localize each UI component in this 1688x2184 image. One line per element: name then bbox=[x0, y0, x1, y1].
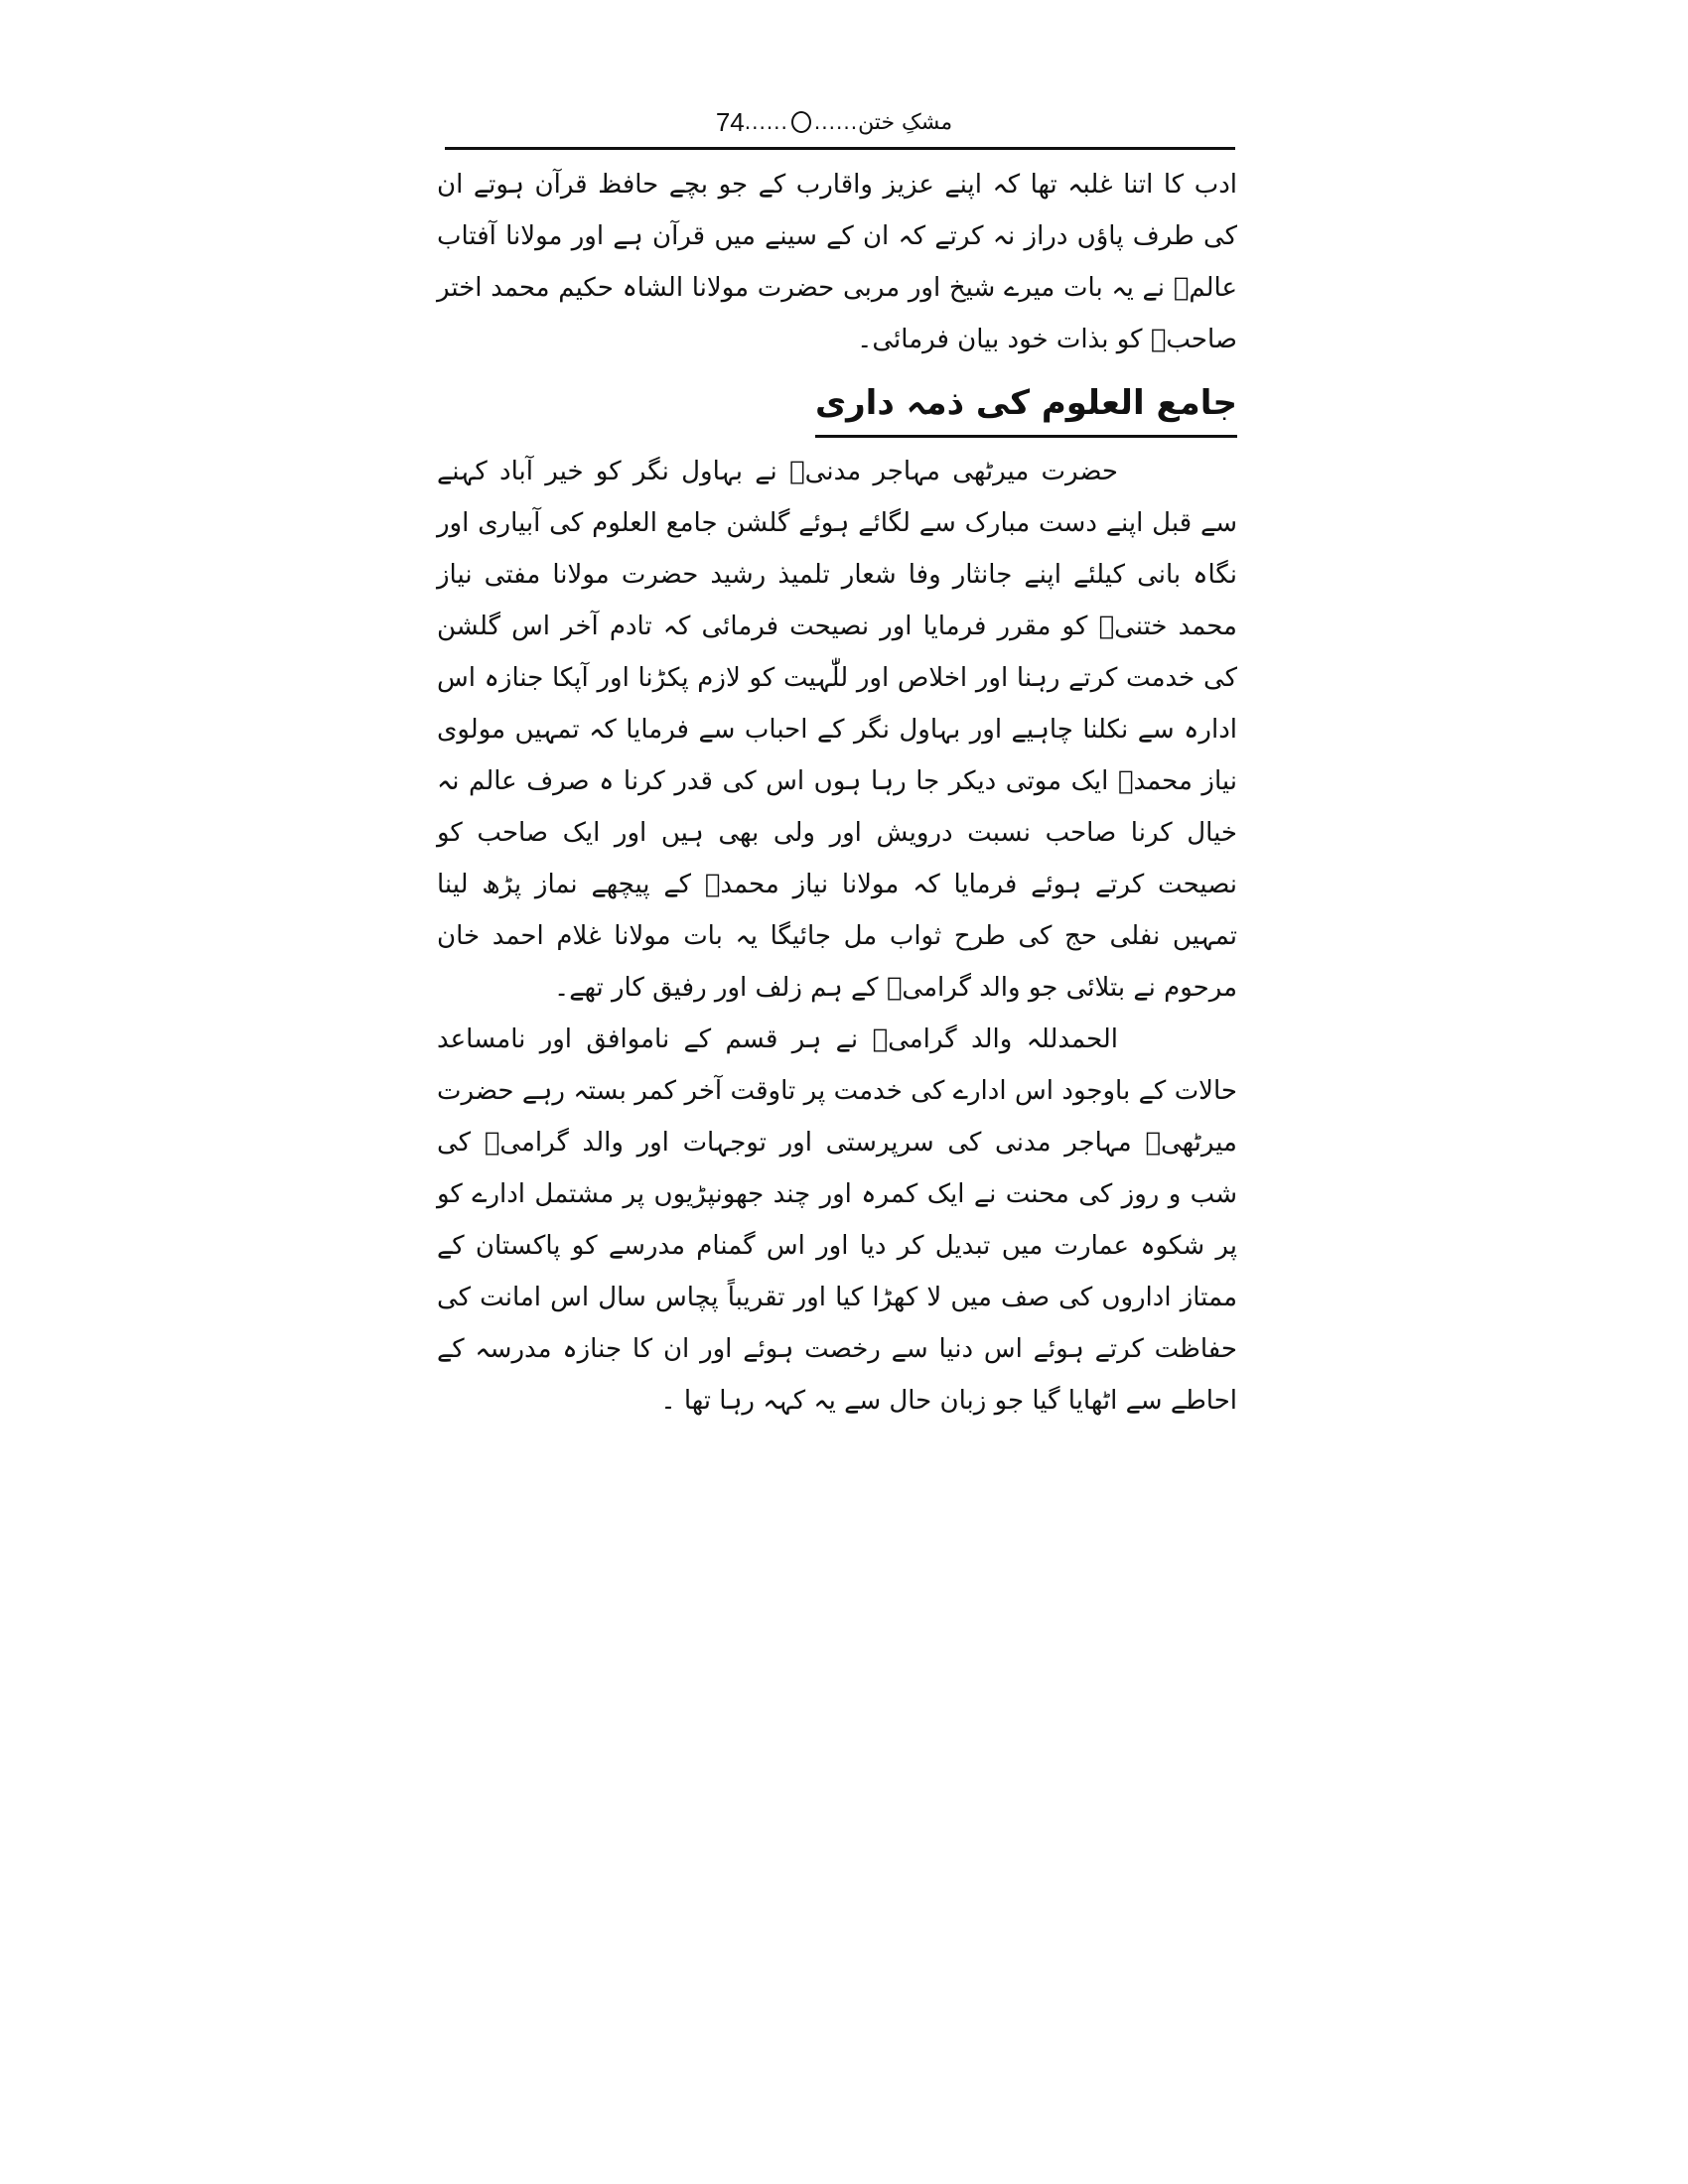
paragraph-section-2: الحمدللہ والد گرامیؒ نے ہر قسم کے ناموافق اور نامساعد حالات کے باوجود اس ادارے کی خدمت پر تاوقت آخر کمر بستہ رہے حضرت میرٹھیؒ مہاجر مدنی کی سرپرستی اور توجہات اور والد گرامیؒ کی شب و روز کی محنت نے ایک کمرہ اور چند جھونپڑیوں پر مشتمل ادارے کو پر شکوہ عمارت میں تبدیل کر دیا اور اس گمنام مدرسے کو پاکستان کے ممتاز اداروں کی صف میں لا کھڑا کیا اور تقریباً پچاس سال اس امانت کی حفاظت کرتے ہوئے اس دنیا سے رخصت ہوئے اور ان کا جنازہ مدرسہ کے احاطے سے اٹھایا گیا جو زبان حال سے یہ کہہ رہا تھا ۔ bbox=[437, 1024, 1237, 1416]
header-dots-left: ...... bbox=[744, 110, 788, 134]
paragraph-section-1: حضرت میرٹھی مہاجر مدنیؒ نے بہاول نگر کو خیر آباد کہنے سے قبل اپنے دست مبارک سے لگائے ہوئے گلشن جامع العلوم کی آبیاری اور نگاہ بانی کیلئے اپنے جانثار وفا شعار تلمیذ رشید حضرت مولانا مفتی نیاز محمد ختنیؒ کو مقرر فرمایا اور نصیحت فرمائی کہ تادم آخر اس گلشن کی خدمت کرتے رہنا اور اخلاص اور للّٰہیت کو لازم پکڑنا اور آپکا جنازہ اس ادارہ سے نکلنا چاہیے اور بہاول نگر کے احباب سے فرمایا کہ تمہیں مولوی نیاز محمدؒ ایک موتی دیکر جا رہا ہوں اس کی قدر کرنا ہ صرف عالم نہ خیال کرنا صاحب نسبت درویش اور ولی بھی ہیں اور ایک صاحب کو نصیحت کرتے ہوئے فرمایا کہ مولانا نیاز محمدؒ کے پیچھے نماز پڑھ لینا تمہیں نفلی حج کی طرح ثواب مل جائیگا یہ بات مولانا غلام احمد خان مرحوم نے بتلائی جو والد گرامیؒ کے ہم زلف اور رفیق کار تھے۔ bbox=[437, 457, 1237, 1003]
header-circle-ornament bbox=[791, 111, 811, 133]
header-dots-right: ...... bbox=[813, 110, 859, 134]
section-heading-container bbox=[437, 375, 1237, 438]
page-body bbox=[437, 159, 1237, 1427]
running-header bbox=[716, 107, 952, 138]
page-number: 74 bbox=[715, 106, 745, 137]
header-rule bbox=[445, 147, 1235, 150]
book-title: مشکِ ختن bbox=[858, 109, 953, 135]
section-heading: جامع العلوم کی ذمہ داری bbox=[815, 375, 1237, 438]
page-header bbox=[437, 99, 1231, 145]
paragraph-intro: ادب کا اتنا غلبہ تھا کہ اپنے عزیز واقارب کے جو بچے حافظ قرآن ہوتے ان کی طرف پاؤں دراز نہ کرتے کہ ان کے سینے میں قرآن ہے اور مولانا آفتاب عالمؒ نے یہ بات میرے شیخ اور مربی حضرت مولانا الشاہ حکیم محمد اختر صاحبؒ کو بذات خود بیان فرمائی۔ bbox=[437, 170, 1237, 354]
